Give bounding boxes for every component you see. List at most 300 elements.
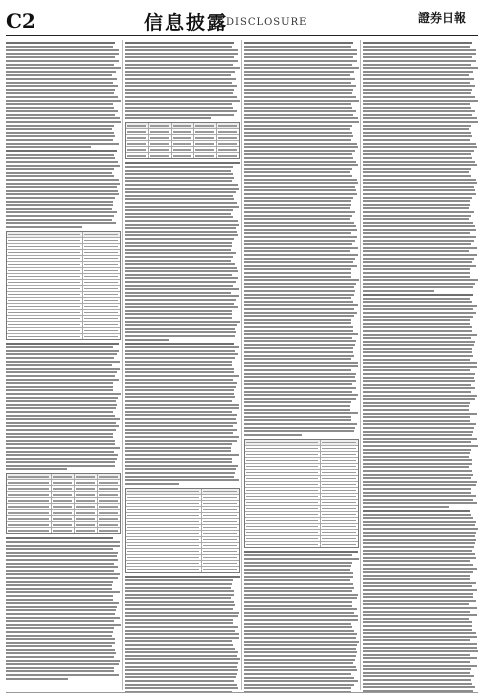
table-cell [7,286,83,291]
text-line [125,299,236,301]
text-line [6,125,114,127]
text-line [125,669,238,671]
table-cell [126,135,149,140]
table-cell [194,141,217,146]
text-line [6,400,116,402]
text-line [363,405,469,407]
text-line [125,655,237,657]
text-line [6,458,117,460]
text-line [6,150,117,152]
text-line [363,42,472,44]
text-line [6,606,117,608]
table-cell [321,518,358,523]
text-line [363,117,477,119]
text-line [363,553,475,555]
text-line [363,326,472,328]
text-line [125,227,236,229]
text-line [6,577,118,579]
text-line [125,346,239,348]
text-line [125,198,234,200]
text-line [125,114,234,116]
table-cell [245,530,321,535]
text-line [363,654,470,656]
text-line [125,418,236,420]
text-line [363,193,476,195]
table-cell [149,135,172,140]
text-line [363,78,474,80]
text-line [125,687,238,689]
text-line [363,211,474,213]
table-cell [245,518,321,523]
text-line [125,110,237,112]
text-line [363,618,469,620]
text-line [244,110,356,112]
text-line [363,337,471,339]
text-line [363,607,477,609]
page-code: C2 [6,9,36,33]
text-line [363,683,472,685]
table-cell [83,286,120,291]
table-cell [83,238,120,243]
text-line [363,449,471,451]
text-line [244,49,357,51]
text-line [363,236,476,238]
table-cell [126,567,202,572]
text-line [363,308,473,310]
text-line [244,179,357,181]
text-line [6,361,120,363]
text-line [244,409,350,411]
text-line [244,416,351,418]
text-line [125,184,238,186]
text-line [363,316,473,318]
text-line [244,337,352,339]
text-line [125,78,236,80]
text-line [125,407,239,409]
table-cell [245,446,321,451]
table-cell [202,525,239,530]
text-line [125,436,239,438]
text-line [125,64,233,66]
text-line [363,621,472,623]
section-title-en: DISCLOSURE [226,17,308,28]
table-cell [126,153,149,158]
text-line [6,375,115,377]
table-cell [245,524,321,529]
text-line [363,82,470,84]
text-line [6,591,120,593]
text-line [125,260,231,262]
table-cell [52,486,75,491]
text-line [244,594,358,596]
text-line [363,103,470,105]
text-line [125,651,238,653]
text-line [363,578,470,580]
text-column-1 [6,40,121,692]
text-line [244,340,356,342]
text-line [125,361,232,363]
text-line [244,74,350,76]
text-line [244,189,356,191]
text-line [363,657,477,659]
text-line [363,506,449,508]
text-line [6,139,113,141]
text-line [363,427,474,429]
table-cell [7,316,83,321]
text-line [125,56,234,58]
table-cell [83,250,120,255]
table-cell [149,147,172,152]
table-cell [194,135,217,140]
table-cell [202,549,239,554]
text-line [244,175,352,177]
table-cell [126,147,149,152]
text-line [244,637,356,639]
table-cell [126,543,202,548]
text-line [363,416,470,418]
text-line [363,521,476,523]
table-cell [126,507,202,512]
table-cell [126,501,202,506]
text-line [244,261,353,263]
text-line [363,153,471,155]
text-line [125,594,234,596]
text-line [363,643,477,645]
table-cell [202,507,239,512]
table-cell [75,486,98,491]
text-line [6,411,113,413]
text-line [125,49,238,51]
text-line [244,67,359,69]
table-cell [245,494,321,499]
text-line [6,64,114,66]
text-line [363,247,477,249]
text-line [6,541,120,543]
text-line [6,107,114,109]
text-line [244,687,351,689]
text-line [244,551,358,553]
text-line [6,407,116,409]
text-line [244,387,356,389]
text-line [244,659,355,661]
text-line [363,157,472,159]
data-table [6,473,121,534]
text-line [125,389,234,391]
table-cell [98,516,120,521]
text-line [6,570,114,572]
table-cell [7,238,83,243]
text-line [363,85,475,87]
table-cell [321,512,358,517]
text-line [363,290,434,292]
table-cell [98,528,120,533]
text-line [125,173,233,175]
text-line [244,143,357,145]
text-line [363,470,472,472]
table-cell [98,474,120,479]
text-line [6,415,115,417]
text-line [6,175,114,177]
text-line [244,125,352,127]
text-line [363,391,471,393]
table-cell [321,440,358,445]
text-line [244,200,351,202]
data-table [244,439,359,548]
text-line [125,608,233,610]
table-cell [126,513,202,518]
table-cell [83,292,120,297]
text-line [363,568,477,570]
text-line [363,560,470,562]
text-line [244,157,353,159]
text-line [125,270,238,272]
table-cell [7,244,83,249]
text-line [363,100,478,102]
text-line [125,343,234,345]
text-line [6,121,121,123]
table-cell [126,489,202,494]
text-line [125,162,240,164]
text-line [6,537,113,539]
text-line [363,232,470,234]
table-cell [83,274,120,279]
table-cell [321,488,358,493]
text-line [244,186,355,188]
text-line [125,249,231,251]
table-cell [75,516,98,521]
table-cell [83,334,120,339]
text-line [244,71,354,73]
table-cell [245,542,321,547]
text-line [125,177,234,179]
text-line [125,576,240,578]
table-cell [202,501,239,506]
text-line [363,334,477,336]
text-line [244,677,354,679]
text-line [363,459,472,461]
text-line [363,672,470,674]
text-line [6,602,119,604]
text-line [125,447,231,449]
text-line [6,368,120,370]
text-line [244,107,352,109]
text-line [6,635,112,637]
text-line [244,633,357,635]
text-line [244,641,359,643]
table-cell [245,452,321,457]
text-line [363,585,472,587]
table-cell [245,464,321,469]
text-line [244,419,351,421]
text-line [6,219,112,221]
text-line [125,648,235,650]
table-row [126,153,239,158]
text-line [244,78,355,80]
text-line [125,238,234,240]
text-line [244,236,357,238]
text-line [363,629,472,631]
text-line [6,204,113,206]
text-line [125,252,236,254]
column-divider [360,40,361,690]
text-line [125,100,240,102]
text-column-3 [244,40,359,692]
text-line [363,377,474,379]
text-line [363,286,473,288]
text-line [363,679,471,681]
text-line [363,499,473,501]
text-line [125,429,237,431]
text-line [363,200,470,202]
text-line [363,261,472,263]
text-line [125,404,239,406]
text-line [363,369,470,371]
text-line [363,564,473,566]
text-line [125,67,240,69]
table-cell [202,537,239,542]
table-cell [321,524,358,529]
text-line [244,362,358,364]
text-line [363,438,477,440]
table-cell [321,536,358,541]
text-line [125,579,233,581]
text-line [244,225,356,227]
text-line [125,587,231,589]
text-line [125,216,233,218]
text-line [244,626,352,628]
text-line [363,384,471,386]
table-cell [172,129,195,134]
table-cell [75,498,98,503]
text-line [244,56,353,58]
table-cell [321,530,358,535]
text-line [6,454,118,456]
text-line [125,626,238,628]
text-line [363,492,471,494]
text-line [6,588,112,590]
text-line [6,161,118,163]
text-line [6,135,115,137]
text-line [125,483,179,485]
text-line [244,168,352,170]
text-line [363,298,470,300]
text-line [125,422,237,424]
table-cell [245,458,321,463]
text-line [363,121,478,123]
text-line [363,139,470,141]
text-line [6,186,117,188]
table-cell [245,440,321,445]
section-title: 信息披露 [144,12,229,34]
text-line [125,673,237,675]
text-line [244,430,354,432]
text-line [363,71,473,73]
text-line [363,431,473,433]
text-line [125,234,238,236]
text-line [244,301,353,303]
text-line [125,684,237,686]
page-header [0,0,484,36]
text-line [6,552,118,554]
text-line [125,386,236,388]
text-line [125,85,237,87]
text-line [363,366,477,368]
text-line [244,218,350,220]
text-line [125,476,234,478]
text-line [6,555,117,557]
table-cell [83,244,120,249]
text-line [244,394,358,396]
text-line [244,272,351,274]
text-line [363,258,474,260]
text-line [244,427,355,429]
text-line [6,53,119,55]
text-line [363,305,477,307]
text-line [363,135,472,137]
text-line [363,294,473,296]
text-line [363,528,478,530]
text-line [6,157,115,159]
text-line [244,572,353,574]
text-line [125,103,232,105]
text-line [244,579,350,581]
text-line [244,146,358,148]
text-line [6,382,113,384]
text-line [363,423,476,425]
text-line [244,64,352,66]
text-line [363,596,473,598]
text-line [363,362,477,364]
table-cell [172,123,195,128]
text-line [6,215,114,217]
text-line [244,135,353,137]
text-line [125,458,232,460]
table-cell [75,474,98,479]
text-line [363,445,478,447]
text-line [363,351,472,353]
table-cell [172,147,195,152]
table-cell [321,500,358,505]
text-line [6,371,117,373]
text-line [125,191,236,193]
text-line [244,276,351,278]
text-line [244,100,359,102]
text-line [6,436,113,438]
table-cell [7,298,83,303]
text-line [125,245,232,247]
table-cell [194,123,217,128]
table-cell [126,549,202,554]
text-line [125,590,234,592]
text-column-4 [363,40,478,692]
text-line [6,172,112,174]
text-line [244,128,350,130]
text-line [125,202,237,204]
table-row [7,528,120,533]
table-cell [7,516,52,521]
text-line [6,343,119,345]
text-line [363,632,476,634]
text-line [363,168,471,170]
text-line [244,680,358,682]
text-line [244,373,356,375]
text-line [363,402,470,404]
text-line [363,67,478,69]
text-line [363,272,470,274]
table-cell [52,498,75,503]
table-cell [83,298,120,303]
text-line [244,630,354,632]
